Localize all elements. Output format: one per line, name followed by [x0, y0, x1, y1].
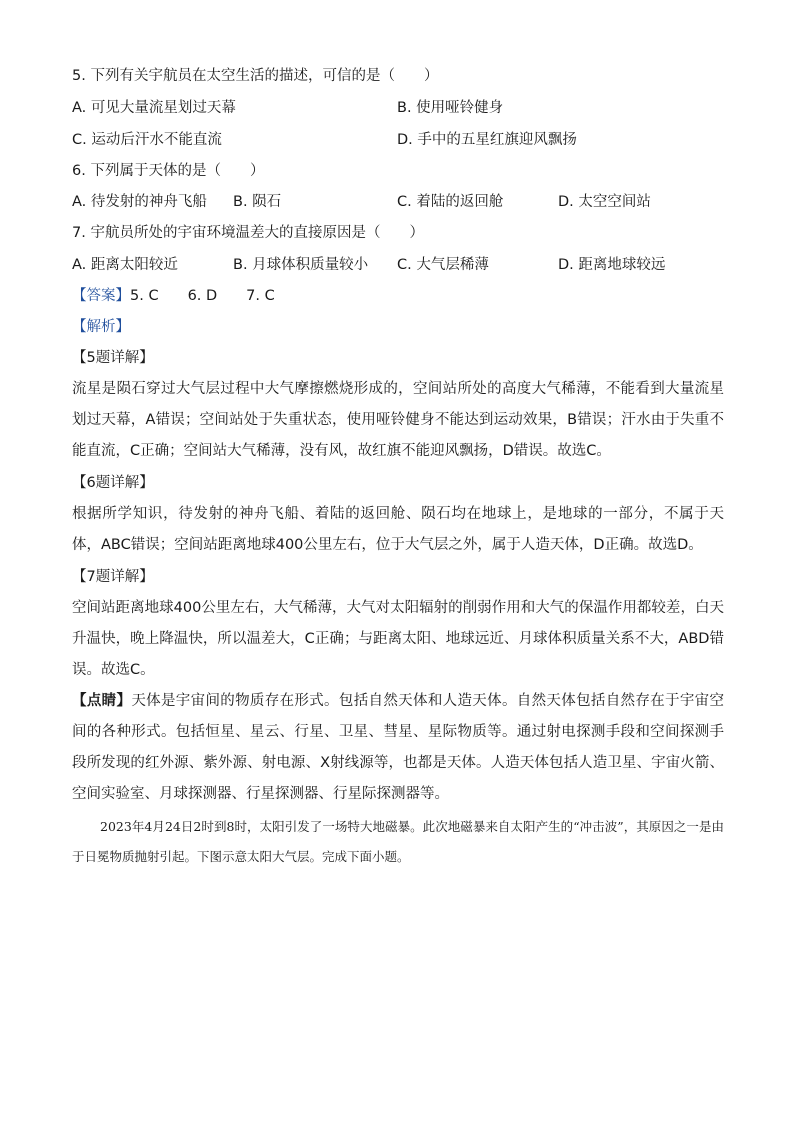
detail5-heading: 【5题详解】 [72, 350, 154, 366]
note-heading: 【点睛】 [72, 693, 132, 709]
q6-option-b: B. 陨石 [233, 194, 282, 210]
passage-text: 2023年4月24日2时到8时，太阳引发了一场特大地磁暴。此次地磁暴来自太阳产生的“冲击波”，其原因之一是由于日冕物质抛射引起。下图示意太阳大气层。完成下面小题。 [72, 819, 724, 864]
q5-option-a: A. 可见大量流星划过天幕 [72, 100, 236, 116]
q5-option-b: B. 使用哑铃健身 [397, 100, 504, 116]
q7-option-c: C. 大气层稀薄 [397, 257, 489, 273]
q6-option-d: D. 太空空间站 [558, 194, 651, 210]
note-text: 天体是宇宙间的物质存在形式。包括自然天体和人造天体。自然天体包括自然存在于宇宙空间的各种形式。包括恒星、星云、行星、卫星、彗星、星际物质等。通过射电探测手段和空间探测手段所发现的红外源、紫外源、射电源、X射线源等，也都是天体。人造天体包括人造卫星、宇宙火箭、空间实验室、月球探测器、行星探测器、行星际探测器等。 [72, 693, 725, 802]
q6-option-c: C. 着陆的返回舱 [397, 194, 504, 210]
detail6-text: 根据所学知识，待发射的神舟飞船、着陆的返回舱、陨石均在地球上，是地球的一部分，不属于天体，ABC错误；空间站距离地球400公里左右，位于大气层之外，属于人造天体，D正确。故选D。 [72, 506, 724, 553]
q5-stem: 5. 下列有关宇航员在太空生活的描述，可信的是（ ） [72, 68, 439, 84]
analysis-tag: 【解析】 [72, 319, 130, 335]
detail7-heading: 【7题详解】 [72, 569, 154, 585]
q7-option-d: D. 距离地球较远 [558, 257, 666, 273]
q7-stem: 7. 宇航员所处的宇宙环境温差大的直接原因是（ ） [72, 225, 424, 241]
q7-option-b: B. 月球体积质量较小 [233, 257, 369, 273]
q6-stem: 6. 下列属于天体的是（ ） [72, 163, 265, 179]
q7-option-a: A. 距离太阳较近 [72, 257, 178, 273]
detail7-text: 空间站距离地球400公里左右，大气稀薄，大气对太阳辐射的削弱作用和大气的保温作用都较差，白天升温快，晚上降温快，所以温差大，C正确；与距离太阳、地球远近、月球体积质量关系不大，ABD错误。故选C。 [72, 600, 724, 678]
detail5-text: 流星是陨石穿过大气层过程中大气摩擦燃烧形成的，空间站所处的高度大气稀薄，不能看到大量流星划过天幕，A错误；空间站处于失重状态，使用哑铃健身不能达到运动效果，B错误；汗水由于失重不能直流，C正确；空间站大气稀薄，没有风，故红旗不能迎风飘扬，D错误。故选C。 [72, 381, 724, 459]
q5-option-d: D. 手中的五星红旗迎风飘扬 [397, 132, 577, 148]
q6-option-a: A. 待发射的神舟飞船 [72, 194, 207, 210]
answer-tag: 【答案】 [72, 288, 130, 304]
answer-values: 5. C 6. D 7. C [130, 288, 275, 304]
q5-option-c: C. 运动后汗水不能直流 [72, 132, 222, 148]
note-block [72, 686, 724, 810]
detail6-heading: 【6题详解】 [72, 475, 154, 491]
answer-line [72, 286, 275, 306]
